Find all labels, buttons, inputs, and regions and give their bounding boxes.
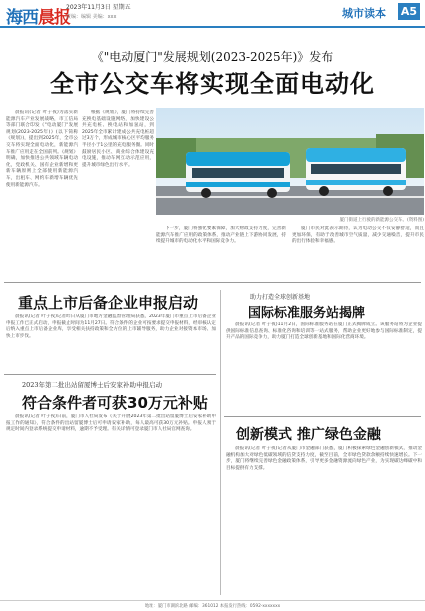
story-2-body	[6, 314, 216, 370]
electric-bus-photo	[156, 108, 424, 215]
page-footer: 地址：厦门市湖滨北路 邮编：361012 本报发行热线：0592-xxxxxxx	[0, 600, 425, 609]
lead-paragraph-4: 厦门市民对此表示期待，认为电动公交不仅安静舒适，而且更加环保，有助于改善城市空气质量，减少交通噪音，提升市民的出行体验和幸福感。	[292, 226, 424, 245]
story-3-paragraph: 晨报讯(记者 叶子夜)日前，厦门市人社局发布《关于开展2023年第二批出站留厦博士后安家补助申报工作的通知》，符合条件的出站留厦博士后可申请安家补助，每人最高可获30万元补贴。申报人须于规定时间内登录系统提交申请材料，逾期不予受理。有关详情可登录厦门市人社局官网查询。	[6, 414, 216, 433]
story-4-body	[226, 322, 422, 414]
issue-date: 2023年11月3日 星期五	[66, 4, 131, 11]
newspaper-logo	[6, 3, 70, 28]
story-5-headline: 创新模式 推广绿色金融	[236, 427, 381, 443]
story-2-paragraph: 晨报讯(记者 叶子夜)记者昨日从厦门市地方金融监督管理局获悉，2023年厦门市重点上市后备企业申报工作已正式启动，申报截止时间为11月27日。符合条件的企业可按要求提交申报材料，经审核认定后纳入重点上市后备企业库，享受相关扶持政策和全方位的上市辅导服务，助力企业对接资本市场、加快上市步伐。	[6, 314, 216, 339]
story-3-kicker: 2023年第二批出站留厦博士后安家补助申报启动	[22, 381, 163, 389]
logo-text-a: 海西	[6, 8, 38, 28]
lead-subheadline: 《"电动厦门"发展规划(2023-2025年)》发布	[91, 50, 334, 64]
story-4-paragraph: 晨报讯(记者 叶子夜)11月2日，国际标准服务站在厦门正式揭牌成立。该服务站将为企业提供国际标准信息查询、标准化咨询和培训等一站式服务，帮助企业更好地参与国际标准制定，提升产品的国际竞争力，助力厦门打造全球创新基地和国际化营商环境。	[226, 322, 422, 341]
divider-line	[4, 282, 421, 283]
lead-paragraph-1: 晨报讯(记者 叶子夜)为落实新能源汽车产业发展战略，市工信局等部门联合印发《"电动厦门"发展规划(2023-2025年)》(以下简称《规划》)，提出到2025年，全市公交车将实现全面电动化，新能源汽车推广应用走在全国前列。《规划》明确，加快推进公共领域车辆电动化，党政机关、国有企业新增和更新车辆原则上全部使用新能源汽车，出租车、网约车新增车辆优先使用新能源汽车。	[6, 110, 78, 188]
story-2-headline: 重点上市后备企业申报启动	[18, 294, 199, 312]
photo-caption: 厦门街道上行驶的新能源公交车。(资料图)	[339, 218, 424, 223]
story-4-headline: 国际标准服务站揭牌	[248, 306, 366, 321]
lead-column-1	[6, 110, 78, 278]
lead-column-2	[82, 110, 154, 278]
lead-column-4	[292, 226, 424, 278]
column-divider	[220, 290, 221, 595]
masthead	[0, 0, 425, 28]
divider-line	[224, 416, 421, 417]
page-number-badge: A5	[398, 3, 420, 20]
lead-paragraph-2: 根据《规划》，厦门将持续完善充换电基础设施网络，加快建设公共充电桩、换电站和加氢站，到2025年全市累计建成公共充电桩超过3万个，形成城市核心区平均服务半径小于1公里的充电服务圈。同时鼓励居民小区、商业综合体建设充电设施，推动车网互动示范应用，提升城市绿色出行水平。	[82, 110, 154, 168]
story-5-paragraph: 晨报讯(记者 叶子夜)记者从厦门市金融部门获悉，厦门积极探索绿色金融创新模式，推动金融机构加大对绿色低碳领域的信贷支持力度，截至目前，全市绿色贷款余额持续快速增长。下一步，厦门将继续完善绿色金融政策体系，引导更多金融资源流向绿色产业，为实现碳达峰碳中和目标提供有力支撑。	[226, 446, 422, 471]
story-4-kicker: 助力打造全球创新基地	[250, 294, 311, 301]
story-3-headline: 符合条件者可获30万元补贴	[22, 394, 208, 412]
lead-headline: 全市公交车将实现全面电动化	[50, 70, 375, 98]
divider-line	[4, 374, 216, 375]
lead-column-3	[156, 226, 286, 278]
story-5-body	[226, 446, 422, 594]
lead-paragraph-3: 下一步，厦门将强化要素保障，加大财政支持力度，完善新能源汽车推广应用的政策体系，推动产业链上下游协同发展，持续提升城市的电动化水平和国际竞争力。	[156, 226, 286, 245]
editor-line: 责编：编辑 美编：xxx	[66, 14, 117, 20]
logo-text-b: 晨报	[38, 8, 70, 28]
story-3-body	[6, 414, 216, 594]
section-title: 城市读本	[342, 7, 386, 20]
